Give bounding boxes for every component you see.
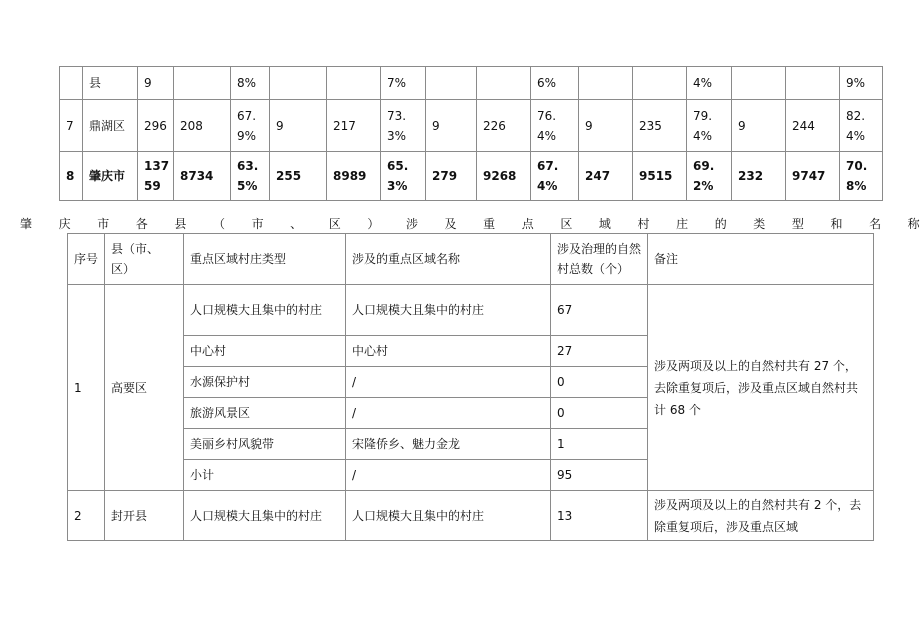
table-row (60, 152, 883, 201)
table-cell: 9% (840, 67, 883, 100)
table-cell: 9 (270, 100, 327, 152)
table-cell: 9 (138, 67, 174, 100)
group-county: 封开县 (105, 491, 184, 541)
table-cell: 235 (633, 100, 687, 152)
caption-char: 区 (560, 217, 573, 231)
village-type: 人口规模大且集中的村庄 (184, 285, 346, 336)
row-name: 县 (83, 67, 138, 100)
key-area-village-table (67, 233, 874, 541)
table-cell: 9 (426, 100, 477, 152)
table-cell: 217 (327, 100, 381, 152)
table-cell: 137 59 (138, 152, 174, 201)
village-count: 67 (551, 285, 648, 336)
header-count: 涉及治理的自然村总数（个） (551, 234, 648, 285)
table-caption (0, 214, 920, 234)
header-remark: 备注 (648, 234, 874, 285)
caption-char: 庆 (58, 217, 71, 231)
table-cell: 296 (138, 100, 174, 152)
header-no: 序号 (68, 234, 105, 285)
table-row (60, 100, 883, 152)
village-count: 1 (551, 429, 648, 460)
village-type: 水源保护村 (184, 367, 346, 398)
village-type: 人口规模大且集中的村庄 (184, 491, 346, 541)
key-area-name: / (346, 367, 551, 398)
caption-char: 名 (869, 217, 882, 231)
caption-char: 肇 (20, 217, 33, 231)
group-number: 1 (68, 285, 105, 491)
caption-char: 涉 (405, 217, 418, 231)
caption-char: 各 (135, 217, 148, 231)
village-count: 0 (551, 367, 648, 398)
caption-char: 和 (830, 217, 843, 231)
group-remark: 涉及两项及以上的自然村共有 2 个，去除重复项后，涉及重点区域 (648, 491, 874, 541)
table-cell (732, 67, 786, 100)
table-cell: 244 (786, 100, 840, 152)
table-cell: 6% (531, 67, 579, 100)
row-name: 肇庆市 (83, 152, 138, 201)
key-area-name: 人口规模大且集中的村庄 (346, 285, 551, 336)
caption-char: 型 (791, 217, 804, 231)
caption-char: 庄 (676, 217, 689, 231)
table-cell: 65. 3% (381, 152, 426, 201)
header-type: 重点区域村庄类型 (184, 234, 346, 285)
table-cell (477, 67, 531, 100)
table-cell: 9268 (477, 152, 531, 201)
caption-char: 点 (521, 217, 534, 231)
table-row (68, 285, 874, 336)
key-area-name: / (346, 460, 551, 491)
table-cell: 79. 4% (687, 100, 732, 152)
caption-char: 村 (637, 217, 650, 231)
row-number: 7 (60, 100, 83, 152)
table-cell: 7% (381, 67, 426, 100)
key-area-name: / (346, 398, 551, 429)
caption-char: 称 (907, 217, 920, 231)
header-area: 涉及的重点区域名称 (346, 234, 551, 285)
caption-char: 县 (174, 217, 187, 231)
key-area-name: 人口规模大且集中的村庄 (346, 491, 551, 541)
key-area-name: 中心村 (346, 336, 551, 367)
table-cell: 9 (579, 100, 633, 152)
table-cell: 9 (732, 100, 786, 152)
village-type: 小计 (184, 460, 346, 491)
table-row (68, 491, 874, 541)
caption-char: 、 (290, 217, 303, 231)
table-cell: 232 (732, 152, 786, 201)
group-number: 2 (68, 491, 105, 541)
table-cell (633, 67, 687, 100)
table-cell (426, 67, 477, 100)
table-cell: 8734 (174, 152, 231, 201)
village-type: 旅游风景区 (184, 398, 346, 429)
row-name: 鼎湖区 (83, 100, 138, 152)
caption-char: （ (212, 217, 225, 231)
table-cell: 8989 (327, 152, 381, 201)
table-cell: 67. 4% (531, 152, 579, 201)
caption-char: 市 (97, 217, 110, 231)
village-type: 中心村 (184, 336, 346, 367)
table-cell (270, 67, 327, 100)
table-cell (786, 67, 840, 100)
table-cell: 279 (426, 152, 477, 201)
table-cell (327, 67, 381, 100)
table-cell: 67. 9% (231, 100, 270, 152)
row-number: 8 (60, 152, 83, 201)
summary-table (59, 66, 883, 201)
table-cell: 8% (231, 67, 270, 100)
village-count: 0 (551, 398, 648, 429)
group-remark: 涉及两项及以上的自然村共有 27 个，去除重复项后，涉及重点区域自然村共计 68 个 (648, 285, 874, 491)
table-cell: 73. 3% (381, 100, 426, 152)
caption-char: ） (367, 217, 380, 231)
village-count: 13 (551, 491, 648, 541)
header-row (68, 234, 874, 285)
table-cell: 9747 (786, 152, 840, 201)
table-cell: 208 (174, 100, 231, 152)
table-cell (579, 67, 633, 100)
table-cell: 63. 5% (231, 152, 270, 201)
header-county: 县（市、区） (105, 234, 184, 285)
table-cell: 255 (270, 152, 327, 201)
row-number (60, 67, 83, 100)
village-count: 27 (551, 336, 648, 367)
table-cell: 247 (579, 152, 633, 201)
key-area-name: 宋隆侨乡、魅力金龙 (346, 429, 551, 460)
table-row (60, 67, 883, 100)
caption-char: 的 (714, 217, 727, 231)
group-county: 高要区 (105, 285, 184, 491)
village-count: 95 (551, 460, 648, 491)
table-cell (174, 67, 231, 100)
caption-char: 重 (483, 217, 496, 231)
caption-char: 及 (444, 217, 457, 231)
table-cell: 70. 8% (840, 152, 883, 201)
caption-char: 市 (251, 217, 264, 231)
caption-char: 域 (598, 217, 611, 231)
table-cell: 76. 4% (531, 100, 579, 152)
table-cell: 226 (477, 100, 531, 152)
caption-char: 区 (328, 217, 341, 231)
village-type: 美丽乡村风貌带 (184, 429, 346, 460)
table-cell: 69. 2% (687, 152, 732, 201)
caption-char: 类 (753, 217, 766, 231)
table-cell: 4% (687, 67, 732, 100)
table-cell: 9515 (633, 152, 687, 201)
table-cell: 82. 4% (840, 100, 883, 152)
